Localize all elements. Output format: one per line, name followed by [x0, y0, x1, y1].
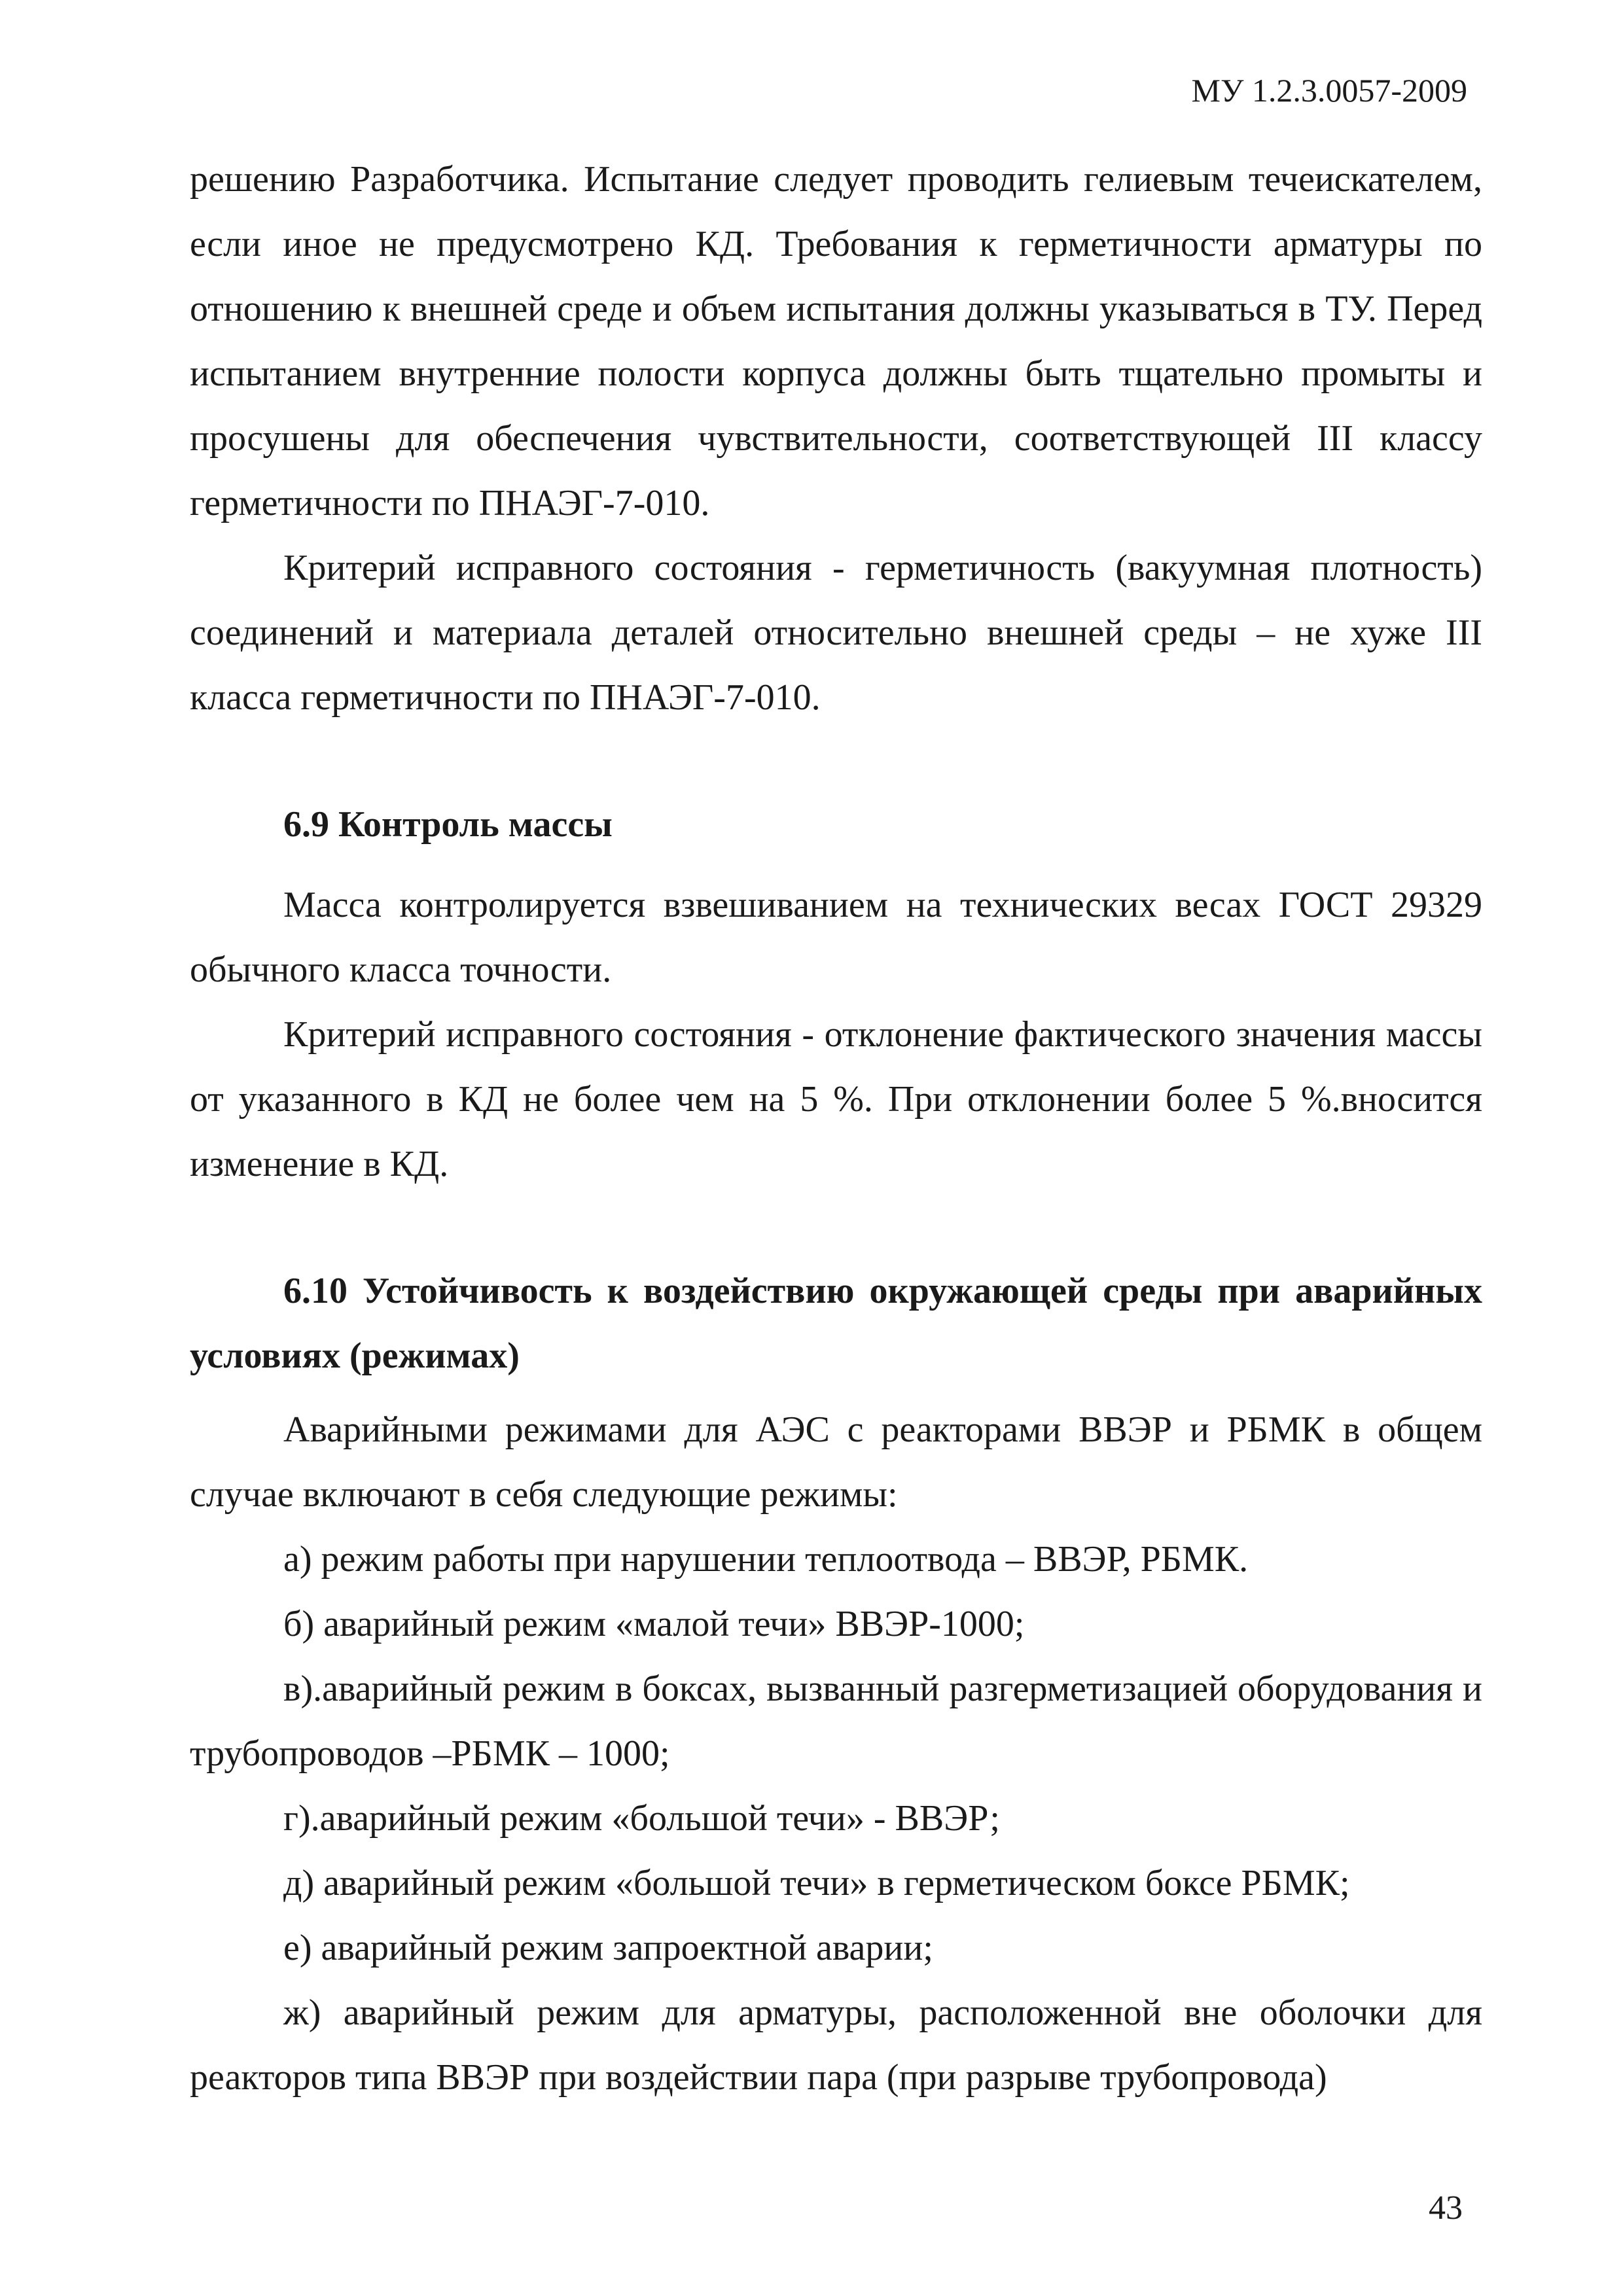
list-item: а) режим работы при нарушении теплоотвода – ВВЭР, РБМК. — [283, 1539, 1249, 1580]
paragraph-accident-modes: Аварийными режимами для АЭС с реакторами ВВЭР и РБМК в общем случае включают в себя следующие режимы: — [190, 1409, 1482, 1515]
section-heading-6-9: 6.9 Контроль массы — [283, 804, 613, 845]
paragraph-mass-control: Масса контролируется взвешиванием на технических весах ГОСТ 29329 обычного класса точности. — [190, 885, 1482, 990]
section-heading-6-10: 6.10 Устойчивость к воздействию окружающей среды при аварийных условиях (режимах) — [190, 1271, 1482, 1376]
paragraph-mass-criterion: Критерий исправного состояния - отклонение фактического значения массы от указанного в КД не более чем на 5 %. При отклонении более 5 %.вносится изменение в КД. — [190, 1014, 1482, 1184]
paragraph-leak-criterion: Критерий исправного состояния - герметичность (вакуумная плотность) соединений и материала деталей относительно внешней среды – не хуже III класса герметичности по ПНАЭГ-7-010. — [190, 548, 1482, 718]
list-item: г).аварийный режим «большой течи» - ВВЭР; — [283, 1798, 1000, 1839]
list-item: в).аварийный режим в боксах, вызванный разгерметизацией оборудования и трубопроводов –РБМК – 1000; — [190, 1669, 1482, 1774]
list-item: ж) аварийный режим для арматуры, расположенной вне оболочки для реакторов типа ВВЭР при воздействии пара (при разрыве трубопровода) — [190, 1992, 1482, 2098]
paragraph-leak-test: решению Разработчика. Испытание следует проводить гелиевым течеискателем, если иное не предусмотрено КД. Требования к герметичности арматуры по отношению к внешней среде и объем испытания должны указываться в ТУ. Перед испытанием внутренние полости корпуса должны быть тщательно промыты и просушены для обеспечения чувствительности, соответствующей III классу герметичности по ПНАЭГ-7-010. — [190, 159, 1482, 523]
list-item: б) аварийный режим «малой течи» ВВЭР-1000; — [283, 1604, 1025, 1644]
page-number: 43 — [1429, 2189, 1463, 2227]
document-code: МУ 1.2.3.0057-2009 — [1191, 72, 1467, 109]
page-body — [190, 147, 1482, 2110]
list-item: е) аварийный режим запроектной аварии; — [283, 1928, 933, 1968]
list-item: д) аварийный режим «большой течи» в герметическом боксе РБМК; — [283, 1863, 1350, 1903]
